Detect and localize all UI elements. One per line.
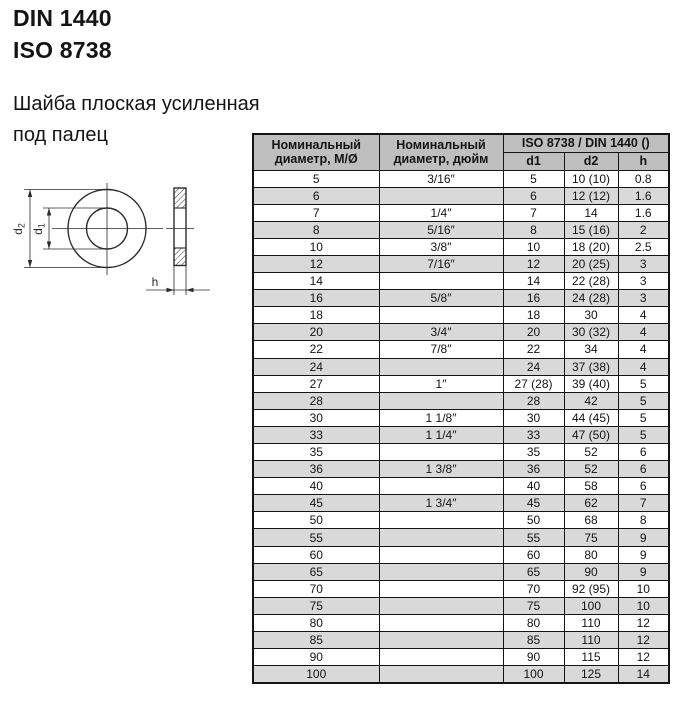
cell-d1: 80: [503, 614, 564, 631]
cell-nominal-m: 16: [253, 290, 379, 307]
cell-nominal-inch: [379, 632, 503, 649]
table-row: [253, 392, 669, 409]
cell-nominal-inch: [379, 666, 503, 684]
cell-h: 9: [618, 563, 669, 580]
cell-nominal-m: 24: [253, 358, 379, 375]
cell-nominal-inch: 5/16″: [379, 221, 503, 238]
cell-d1: 90: [503, 649, 564, 666]
cell-nominal-inch: [379, 546, 503, 563]
cell-d2: 15 (16): [564, 221, 618, 238]
cell-d2: 42: [564, 392, 618, 409]
cell-nominal-m: 60: [253, 546, 379, 563]
cell-h: 9: [618, 529, 669, 546]
cell-d2: 52: [564, 461, 618, 478]
table-row: [253, 290, 669, 307]
cell-h: 1.6: [618, 187, 669, 204]
cell-d2: 12 (12): [564, 187, 618, 204]
cell-h: 5: [618, 409, 669, 426]
table-row: [253, 273, 669, 290]
cell-nominal-inch: 7/8″: [379, 341, 503, 358]
cell-d2: 52: [564, 444, 618, 461]
table-row: [253, 666, 669, 684]
header-iso-din-group: ISO 8738 / DIN 1440 (): [503, 134, 669, 152]
washer-technical-drawing: [8, 178, 248, 313]
cell-d2: 68: [564, 512, 618, 529]
cell-nominal-m: 45: [253, 495, 379, 512]
cell-d2: 125: [564, 666, 618, 684]
cell-d1: 36: [503, 461, 564, 478]
cell-h: 12: [618, 632, 669, 649]
cell-d1: 27 (28): [503, 375, 564, 392]
table-row: [253, 341, 669, 358]
table-row: [253, 649, 669, 666]
table-row: [253, 546, 669, 563]
arrowhead: [28, 190, 32, 198]
table-row: [253, 632, 669, 649]
cell-nominal-inch: [379, 649, 503, 666]
cell-h: 5: [618, 392, 669, 409]
cell-nominal-inch: [379, 444, 503, 461]
cell-nominal-m: 27: [253, 375, 379, 392]
cell-d1: 65: [503, 563, 564, 580]
cell-d1: 18: [503, 307, 564, 324]
cell-d1: 20: [503, 324, 564, 341]
table-row: [253, 324, 669, 341]
table-row: [253, 614, 669, 631]
cell-d2: 47 (50): [564, 426, 618, 443]
table-row: [253, 358, 669, 375]
cell-h: 14: [618, 666, 669, 684]
table-row: [253, 409, 669, 426]
header-nominal-diameter-inch: Номинальный диаметр, дюйм: [379, 134, 503, 170]
cell-d1: 40: [503, 478, 564, 495]
cell-h: 12: [618, 649, 669, 666]
standard-title-din: DIN 1440: [13, 5, 112, 31]
cell-h: 0.8: [618, 170, 669, 187]
table-row: [253, 478, 669, 495]
cell-d2: 34: [564, 341, 618, 358]
cell-d2: 44 (45): [564, 409, 618, 426]
cell-h: 3: [618, 290, 669, 307]
cell-d2: 10 (10): [564, 170, 618, 187]
cell-nominal-m: 75: [253, 597, 379, 614]
cell-h: 10: [618, 580, 669, 597]
cell-h: 4: [618, 307, 669, 324]
arrowhead: [186, 288, 194, 292]
table-row: [253, 444, 669, 461]
cell-nominal-m: 80: [253, 614, 379, 631]
cell-d2: 39 (40): [564, 375, 618, 392]
table-row: [253, 426, 669, 443]
cell-nominal-m: 33: [253, 426, 379, 443]
cell-nominal-inch: [379, 187, 503, 204]
cell-h: 10: [618, 597, 669, 614]
cell-nominal-m: 85: [253, 632, 379, 649]
cell-d2: 20 (25): [564, 255, 618, 272]
header-d1: d1: [503, 152, 564, 170]
cell-nominal-m: 40: [253, 478, 379, 495]
arrowhead: [28, 260, 32, 268]
cell-nominal-inch: [379, 563, 503, 580]
cell-d1: 30: [503, 409, 564, 426]
cell-nominal-inch: [379, 614, 503, 631]
cell-nominal-inch: [379, 307, 503, 324]
cell-d1: 70: [503, 580, 564, 597]
cell-nominal-m: 28: [253, 392, 379, 409]
d1-label: $d_1$: [31, 223, 47, 235]
cell-h: 6: [618, 478, 669, 495]
part-name-line2: под палец: [13, 124, 108, 146]
cell-d2: 100: [564, 597, 618, 614]
cell-d2: 110: [564, 632, 618, 649]
cell-d1: 35: [503, 444, 564, 461]
cell-d2: 90: [564, 563, 618, 580]
cell-nominal-inch: 3/4″: [379, 324, 503, 341]
cell-nominal-m: 20: [253, 324, 379, 341]
cell-h: 5: [618, 375, 669, 392]
cell-h: 3: [618, 273, 669, 290]
table-row: [253, 461, 669, 478]
header-d2: d2: [564, 152, 618, 170]
cell-nominal-m: 6: [253, 187, 379, 204]
cell-d1: 12: [503, 255, 564, 272]
cell-d2: 30 (32): [564, 324, 618, 341]
cell-h: 9: [618, 546, 669, 563]
cell-d2: 115: [564, 649, 618, 666]
cell-h: 5: [618, 426, 669, 443]
cell-d2: 110: [564, 614, 618, 631]
cell-d2: 75: [564, 529, 618, 546]
cell-h: 3: [618, 255, 669, 272]
table-row: [253, 597, 669, 614]
section-top-hatch: [174, 188, 186, 208]
cell-nominal-m: 14: [253, 273, 379, 290]
cell-nominal-inch: 5/8″: [379, 290, 503, 307]
cell-nominal-inch: 7/16″: [379, 255, 503, 272]
cell-h: 1.6: [618, 204, 669, 221]
table-row: [253, 170, 669, 187]
cell-nominal-m: 70: [253, 580, 379, 597]
cell-d1: 5: [503, 170, 564, 187]
cell-nominal-inch: 3/8″: [379, 238, 503, 255]
cell-d2: 92 (95): [564, 580, 618, 597]
cell-nominal-inch: 1 3/8″: [379, 461, 503, 478]
cell-h: 4: [618, 358, 669, 375]
cell-h: 12: [618, 614, 669, 631]
cell-nominal-inch: 1 1/4″: [379, 426, 503, 443]
cell-h: 4: [618, 324, 669, 341]
cell-d1: 7: [503, 204, 564, 221]
table-row: [253, 255, 669, 272]
table-row: [253, 187, 669, 204]
dimensions-table: [252, 133, 670, 684]
side-view: [166, 188, 194, 266]
table-row: [253, 563, 669, 580]
cell-d1: 10: [503, 238, 564, 255]
h-label: h: [151, 275, 159, 289]
d2-label: $d_2$: [11, 223, 27, 235]
table-row: [253, 221, 669, 238]
table-row: [253, 204, 669, 221]
cell-nominal-inch: [379, 512, 503, 529]
cell-nominal-m: 36: [253, 461, 379, 478]
table-header: [253, 134, 669, 170]
cell-nominal-m: 22: [253, 341, 379, 358]
cell-d2: 22 (28): [564, 273, 618, 290]
cell-d1: 75: [503, 597, 564, 614]
part-name-line1: Шайба плоская усиленная: [13, 93, 260, 115]
table-body: [253, 170, 669, 683]
cell-nominal-m: 35: [253, 444, 379, 461]
front-view: [52, 183, 163, 275]
cell-nominal-m: 10: [253, 238, 379, 255]
table-row: [253, 512, 669, 529]
table-row: [253, 375, 669, 392]
cell-nominal-m: 18: [253, 307, 379, 324]
cell-d1: 85: [503, 632, 564, 649]
cell-d2: 58: [564, 478, 618, 495]
cell-h: 6: [618, 461, 669, 478]
cell-nominal-m: 65: [253, 563, 379, 580]
cell-d2: 24 (28): [564, 290, 618, 307]
cell-nominal-m: 55: [253, 529, 379, 546]
cell-d2: 62: [564, 495, 618, 512]
cell-nominal-m: 8: [253, 221, 379, 238]
header-nominal-diameter-metric: Номинальный диаметр, М/Ø: [253, 134, 379, 170]
table-row: [253, 495, 669, 512]
cell-d2: 18 (20): [564, 238, 618, 255]
cell-nominal-inch: [379, 580, 503, 597]
cell-d1: 33: [503, 426, 564, 443]
cell-nominal-m: 50: [253, 512, 379, 529]
cell-d1: 28: [503, 392, 564, 409]
cell-d1: 14: [503, 273, 564, 290]
cell-nominal-inch: 1″: [379, 375, 503, 392]
arrowhead: [47, 242, 51, 250]
cell-d2: 37 (38): [564, 358, 618, 375]
table-row: [253, 307, 669, 324]
table-row: [253, 238, 669, 255]
cell-h: 2: [618, 221, 669, 238]
cell-nominal-inch: [379, 529, 503, 546]
table-row: [253, 529, 669, 546]
cell-nominal-m: 7: [253, 204, 379, 221]
cell-nominal-inch: [379, 478, 503, 495]
standard-title-iso: ISO 8738: [13, 37, 112, 63]
arrowhead: [47, 208, 51, 216]
section-bottom-hatch: [174, 248, 186, 266]
header-h: h: [618, 152, 669, 170]
cell-d1: 24: [503, 358, 564, 375]
cell-nominal-inch: [379, 273, 503, 290]
cell-nominal-m: 100: [253, 666, 379, 684]
cell-d1: 50: [503, 512, 564, 529]
cell-d1: 6: [503, 187, 564, 204]
cell-nominal-inch: 1/4″: [379, 204, 503, 221]
cell-nominal-inch: 1 1/8″: [379, 409, 503, 426]
dimensions-table-container: [252, 133, 670, 684]
arrowhead: [167, 288, 175, 292]
cell-nominal-inch: [379, 392, 503, 409]
cell-d1: 45: [503, 495, 564, 512]
cell-nominal-inch: 1 3/4″: [379, 495, 503, 512]
cell-nominal-m: 5: [253, 170, 379, 187]
cell-nominal-inch: [379, 597, 503, 614]
cell-nominal-m: 90: [253, 649, 379, 666]
cell-d2: 30: [564, 307, 618, 324]
table-row: [253, 580, 669, 597]
cell-h: 8: [618, 512, 669, 529]
cell-d1: 55: [503, 529, 564, 546]
cell-d1: 8: [503, 221, 564, 238]
cell-nominal-m: 30: [253, 409, 379, 426]
cell-d1: 22: [503, 341, 564, 358]
cell-nominal-inch: 3/16″: [379, 170, 503, 187]
cell-d1: 60: [503, 546, 564, 563]
cell-d2: 80: [564, 546, 618, 563]
cell-d1: 100: [503, 666, 564, 684]
cell-nominal-m: 12: [253, 255, 379, 272]
cell-nominal-inch: [379, 358, 503, 375]
cell-d2: 14: [564, 204, 618, 221]
cell-d1: 16: [503, 290, 564, 307]
cell-h: 6: [618, 444, 669, 461]
cell-h: 4: [618, 341, 669, 358]
cell-h: 2.5: [618, 238, 669, 255]
cell-h: 7: [618, 495, 669, 512]
